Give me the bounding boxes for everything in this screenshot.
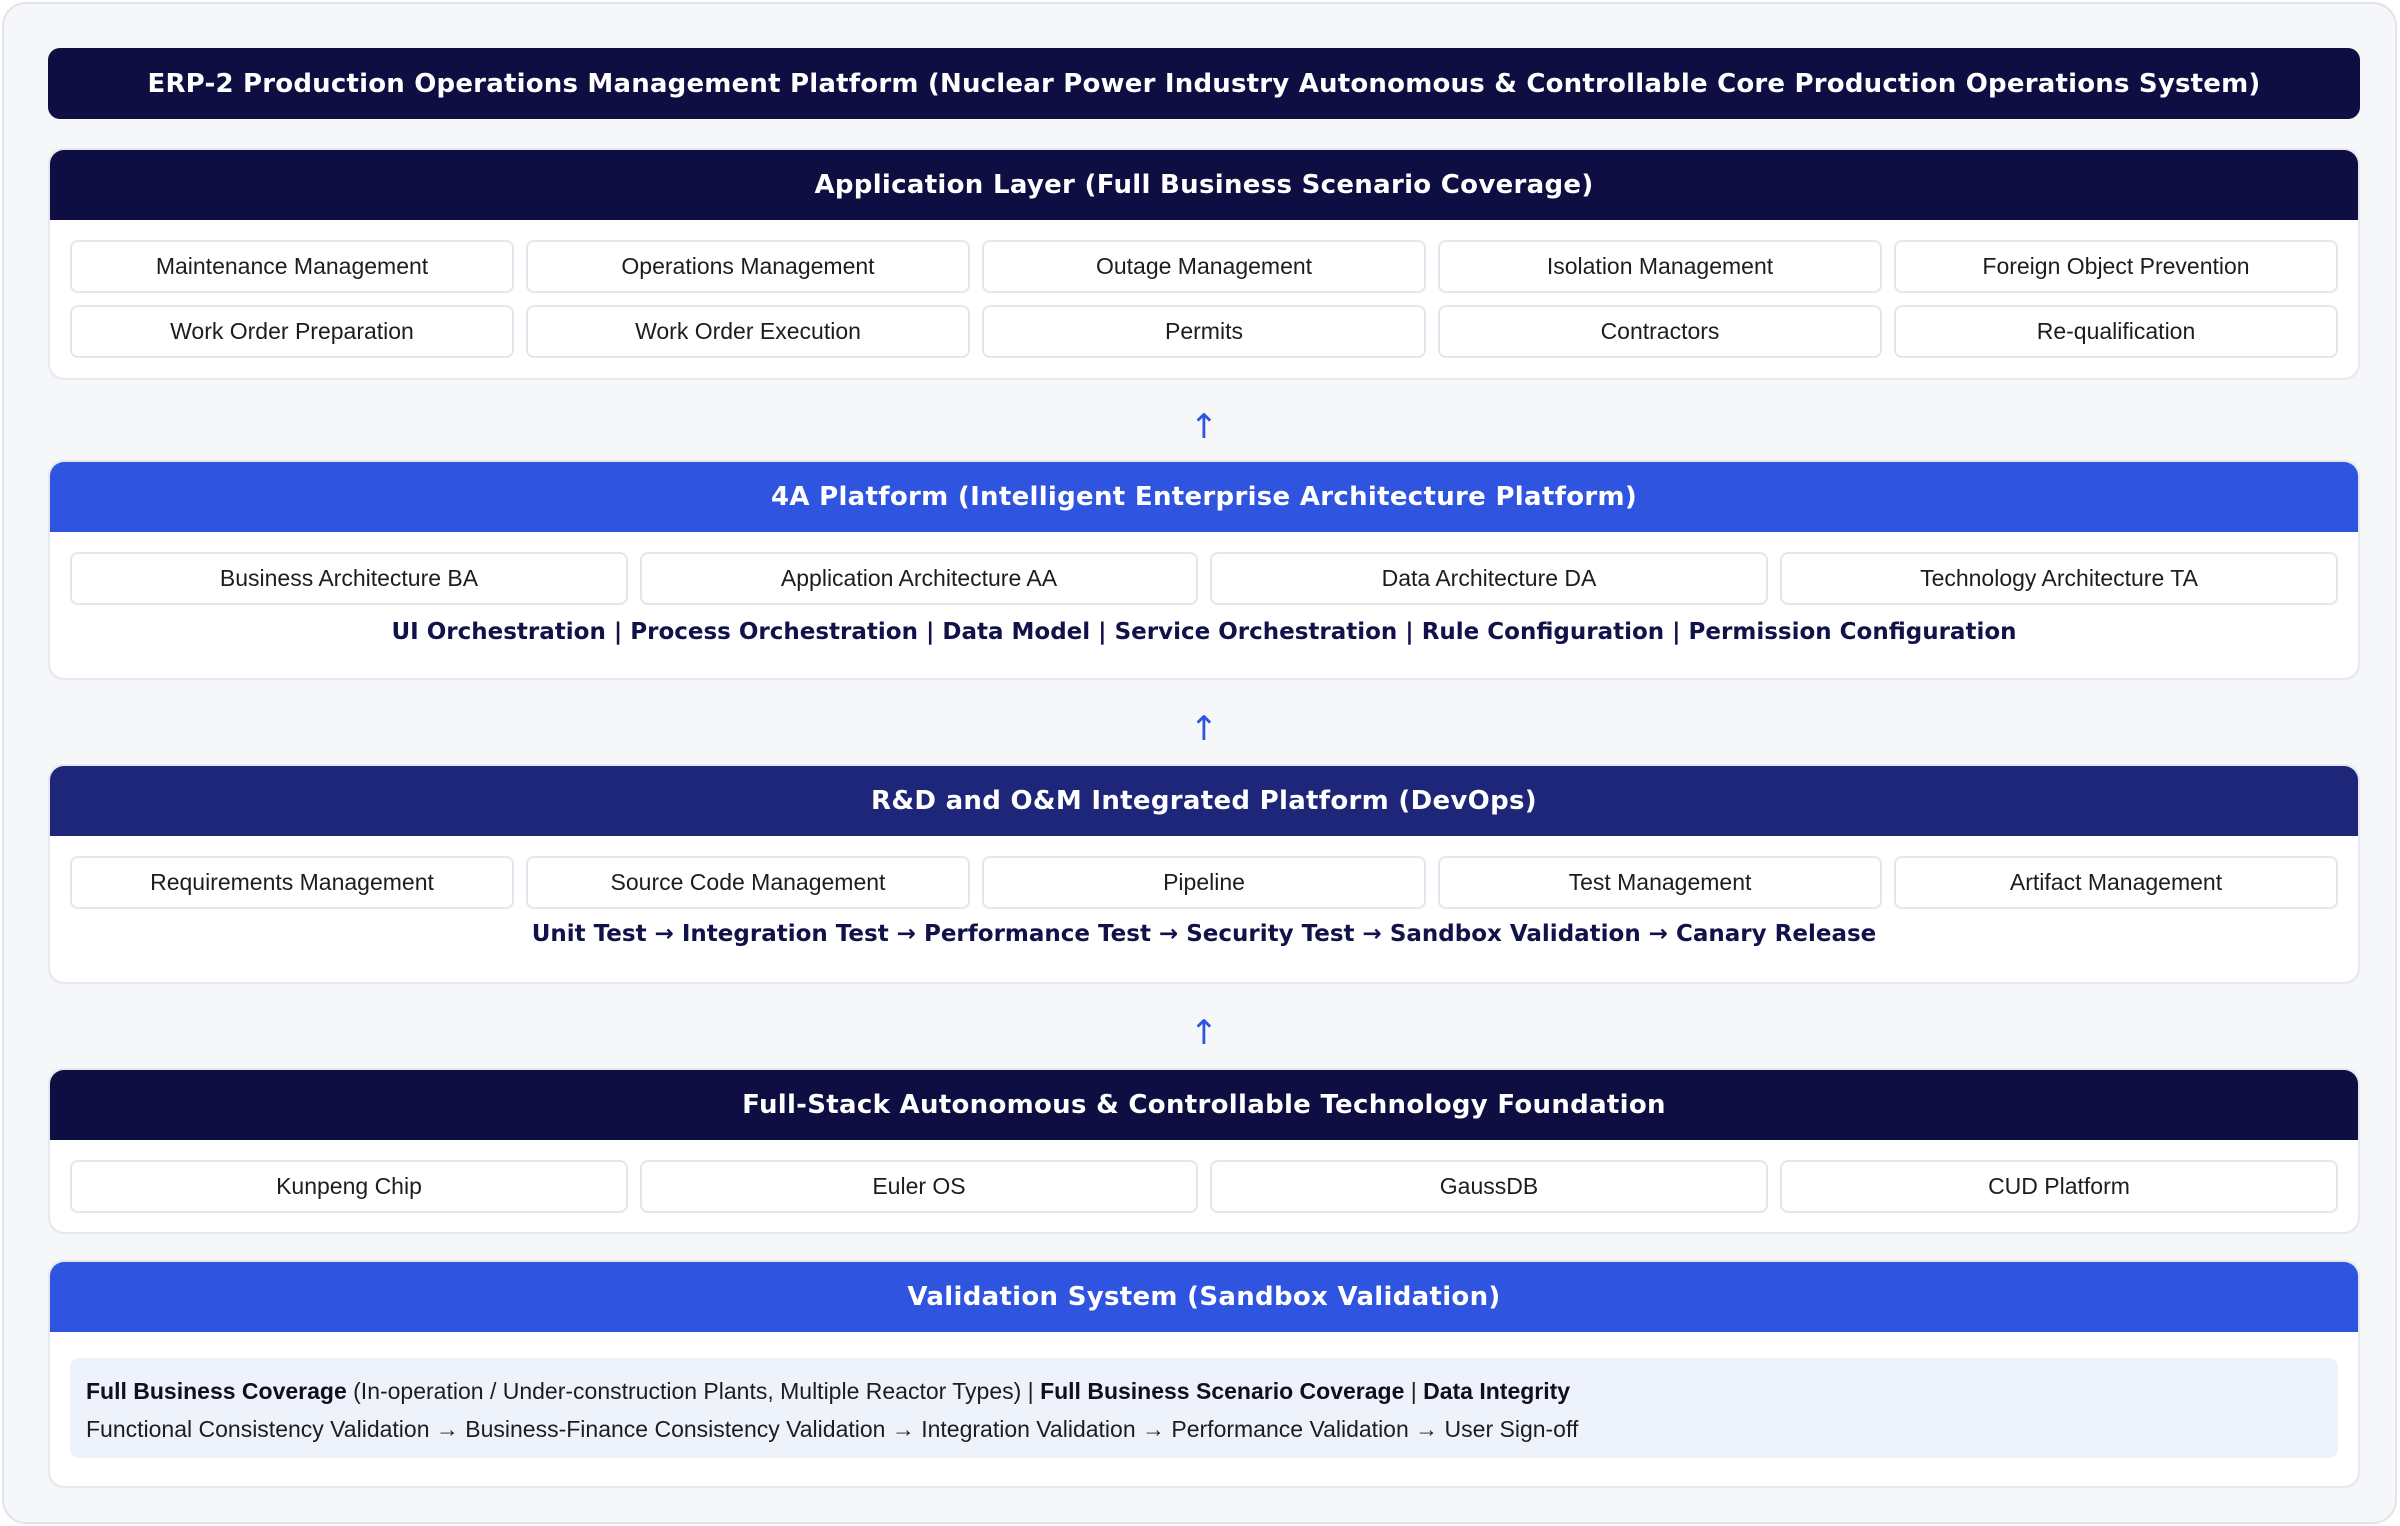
platform-4a-layer xyxy=(48,460,2360,680)
foundation-item-euler-os: Euler OS xyxy=(640,1160,1198,1213)
devops-items xyxy=(50,836,2358,909)
arch-item-data: Data Architecture DA xyxy=(1210,552,1768,605)
app-item-operations-management: Operations Management xyxy=(526,240,970,293)
foundation-items xyxy=(50,1140,2358,1213)
devops-pipeline-flow: Unit Test → Integration Test → Performance Test → Security Test → Sandbox Validation → Canary Release xyxy=(531,921,1877,947)
diagram-frame xyxy=(2,2,2397,1524)
validation-layer xyxy=(48,1260,2360,1488)
devops-item-artifact-management: Artifact Management xyxy=(1894,856,2338,909)
devops-header: R&D and O&M Integrated Platform (DevOps) xyxy=(50,766,2358,836)
foundation-layer xyxy=(48,1068,2360,1234)
application-layer-header: Application Layer (Full Business Scenario Coverage) xyxy=(50,150,2358,220)
diagram-title: ERP-2 Production Operations Management Platform (Nuclear Power Industry Autonomous & Controllable Core Production Operations System) xyxy=(48,48,2360,119)
up-arrow-icon: ↑ xyxy=(1189,407,1219,447)
up-arrow-icon: ↑ xyxy=(1189,709,1219,749)
foundation-item-gaussdb: GaussDB xyxy=(1210,1160,1768,1213)
foundation-header: Full-Stack Autonomous & Controllable Technology Foundation xyxy=(50,1070,2358,1140)
devops-item-pipeline: Pipeline xyxy=(982,856,1426,909)
app-item-foreign-object-prevention: Foreign Object Prevention xyxy=(1894,240,2338,293)
foundation-item-cud-platform: CUD Platform xyxy=(1780,1160,2338,1213)
app-item-outage-management: Outage Management xyxy=(982,240,1426,293)
app-item-work-order-execution: Work Order Execution xyxy=(526,305,970,358)
arch-item-business: Business Architecture BA xyxy=(70,552,628,605)
platform-4a-capabilities: UI Orchestration | Process Orchestration | Data Model | Service Orchestration | Rule Configuration | Permission Configuration xyxy=(391,619,2017,645)
validation-coverage-line xyxy=(86,1372,2322,1410)
platform-4a-header: 4A Platform (Intelligent Enterprise Architecture Platform) xyxy=(50,462,2358,532)
platform-4a-items xyxy=(50,532,2358,605)
validation-coverage-bold-1: Full Business Coverage xyxy=(86,1378,347,1404)
application-layer-items xyxy=(50,220,2358,358)
devops-item-requirements-management: Requirements Management xyxy=(70,856,514,909)
foundation-item-kunpeng-chip: Kunpeng Chip xyxy=(70,1160,628,1213)
devops-item-source-code-management: Source Code Management xyxy=(526,856,970,909)
app-item-work-order-preparation: Work Order Preparation xyxy=(70,305,514,358)
app-item-contractors: Contractors xyxy=(1438,305,1882,358)
arch-item-technology: Technology Architecture TA xyxy=(1780,552,2338,605)
app-item-isolation-management: Isolation Management xyxy=(1438,240,1882,293)
up-arrow-icon: ↑ xyxy=(1189,1013,1219,1053)
validation-coverage-detail: (In-operation / Under-construction Plants, Multiple Reactor Types) | xyxy=(346,1378,1041,1404)
devops-layer xyxy=(48,764,2360,984)
app-item-maintenance-management: Maintenance Management xyxy=(70,240,514,293)
devops-item-test-management: Test Management xyxy=(1438,856,1882,909)
validation-flow-line: Functional Consistency Validation → Business-Finance Consistency Validation → Integration Validation → Performance Validation → User Sign-off xyxy=(86,1416,1579,1442)
app-item-permits: Permits xyxy=(982,305,1426,358)
validation-header: Validation System (Sandbox Validation) xyxy=(50,1262,2358,1332)
app-item-re-qualification: Re-qualification xyxy=(1894,305,2338,358)
arch-item-application: Application Architecture AA xyxy=(640,552,1198,605)
validation-coverage-bold-3: Data Integrity xyxy=(1423,1378,1571,1404)
application-layer xyxy=(48,148,2360,380)
validation-separator: | xyxy=(1404,1378,1424,1404)
validation-details xyxy=(70,1358,2338,1458)
validation-coverage-bold-2: Full Business Scenario Coverage xyxy=(1040,1378,1405,1404)
